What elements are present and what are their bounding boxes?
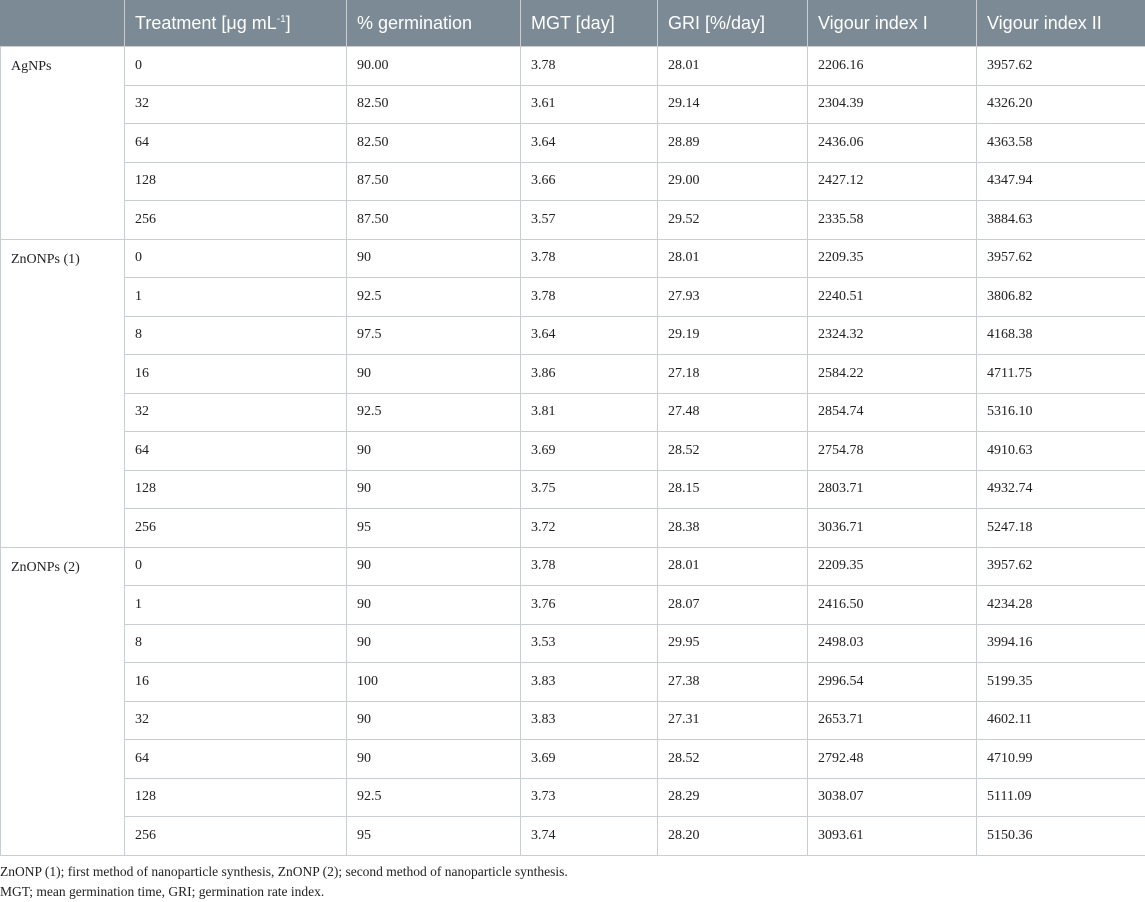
cell-treatment: 16 [125, 355, 347, 394]
cell-vigour-index-1: 2996.54 [808, 663, 977, 702]
header-vigour-index-2: Vigour index II [977, 0, 1145, 47]
cell-germination: 92.5 [347, 278, 521, 317]
header-row [1, 0, 1145, 47]
cell-germination: 87.50 [347, 162, 521, 201]
cell-germination: 90 [347, 624, 521, 663]
cell-vigour-index-2: 4932.74 [977, 470, 1145, 509]
cell-treatment: 0 [125, 547, 347, 586]
cell-vigour-index-1: 3093.61 [808, 817, 977, 856]
cell-treatment: 64 [125, 740, 347, 779]
cell-mgt: 3.83 [521, 701, 658, 740]
table-body [1, 47, 1145, 856]
cell-vigour-index-2: 4347.94 [977, 162, 1145, 201]
cell-mgt: 3.61 [521, 85, 658, 124]
cell-vigour-index-2: 4326.20 [977, 85, 1145, 124]
cell-vigour-index-2: 3884.63 [977, 201, 1145, 240]
cell-gri: 28.38 [658, 509, 808, 548]
cell-gri: 29.00 [658, 162, 808, 201]
cell-vigour-index-1: 2854.74 [808, 393, 977, 432]
table-row [1, 393, 1145, 432]
cell-treatment: 64 [125, 432, 347, 471]
cell-gri: 27.93 [658, 278, 808, 317]
cell-treatment: 32 [125, 393, 347, 432]
cell-mgt: 3.78 [521, 47, 658, 86]
header-vigour-index-1: Vigour index I [808, 0, 977, 47]
table-row [1, 547, 1145, 586]
cell-vigour-index-1: 2427.12 [808, 162, 977, 201]
table-row [1, 701, 1145, 740]
cell-vigour-index-1: 2792.48 [808, 740, 977, 779]
table-row [1, 355, 1145, 394]
cell-germination: 90 [347, 432, 521, 471]
cell-vigour-index-1: 2754.78 [808, 432, 977, 471]
cell-germination: 90 [347, 355, 521, 394]
table-row [1, 470, 1145, 509]
cell-germination: 90 [347, 470, 521, 509]
table-row [1, 124, 1145, 163]
cell-mgt: 3.78 [521, 239, 658, 278]
cell-gri: 28.01 [658, 547, 808, 586]
cell-germination: 97.5 [347, 316, 521, 355]
cell-treatment: 0 [125, 239, 347, 278]
table-header [1, 0, 1145, 47]
cell-vigour-index-1: 2498.03 [808, 624, 977, 663]
cell-germination: 100 [347, 663, 521, 702]
footnote: ZnONP (1); first method of nanoparticle synthesis, ZnONP (2); second method of nanoparticle synthesis. [0, 864, 568, 879]
cell-vigour-index-1: 3038.07 [808, 778, 977, 817]
table-row [1, 663, 1145, 702]
cell-mgt: 3.57 [521, 201, 658, 240]
cell-germination: 95 [347, 817, 521, 856]
cell-germination: 90 [347, 586, 521, 625]
group-label: ZnONPs (2) [1, 547, 125, 855]
cell-vigour-index-2: 4711.75 [977, 355, 1145, 394]
header-gri: GRI [%/day] [658, 0, 808, 47]
cell-gri: 28.01 [658, 47, 808, 86]
header-treatment: Treatment [μg $mL^{-1}$] [125, 0, 347, 47]
cell-gri: 28.89 [658, 124, 808, 163]
cell-vigour-index-2: 4910.63 [977, 432, 1145, 471]
cell-vigour-index-1: 3036.71 [808, 509, 977, 548]
cell-treatment: 128 [125, 778, 347, 817]
group-label: AgNPs [1, 47, 125, 240]
cell-mgt: 3.78 [521, 547, 658, 586]
table-row [1, 85, 1145, 124]
header-group [1, 0, 125, 47]
cell-gri: 27.31 [658, 701, 808, 740]
cell-germination: 90 [347, 701, 521, 740]
table-row [1, 778, 1145, 817]
cell-mgt: 3.66 [521, 162, 658, 201]
cell-gri: 28.52 [658, 740, 808, 779]
cell-germination: 87.50 [347, 201, 521, 240]
cell-gri: 28.15 [658, 470, 808, 509]
cell-gri: 28.20 [658, 817, 808, 856]
cell-vigour-index-2: 4602.11 [977, 701, 1145, 740]
header-germination: % germination [347, 0, 521, 47]
table-row [1, 201, 1145, 240]
cell-gri: 29.14 [658, 85, 808, 124]
cell-treatment: 128 [125, 470, 347, 509]
cell-treatment: 256 [125, 509, 347, 548]
cell-mgt: 3.78 [521, 278, 658, 317]
cell-gri: 28.52 [658, 432, 808, 471]
cell-vigour-index-1: 2335.58 [808, 201, 977, 240]
cell-vigour-index-2: 3957.62 [977, 547, 1145, 586]
cell-treatment: 8 [125, 316, 347, 355]
cell-treatment: 128 [125, 162, 347, 201]
cell-vigour-index-2: 3994.16 [977, 624, 1145, 663]
cell-treatment: 64 [125, 124, 347, 163]
group-label: ZnONPs (1) [1, 239, 125, 547]
cell-vigour-index-1: 2209.35 [808, 547, 977, 586]
cell-vigour-index-1: 2416.50 [808, 586, 977, 625]
cell-vigour-index-2: 3806.82 [977, 278, 1145, 317]
cell-gri: 29.52 [658, 201, 808, 240]
cell-vigour-index-2: 5199.35 [977, 663, 1145, 702]
cell-germination: 90 [347, 740, 521, 779]
cell-germination: 95 [347, 509, 521, 548]
cell-vigour-index-1: 2653.71 [808, 701, 977, 740]
cell-mgt: 3.81 [521, 393, 658, 432]
cell-mgt: 3.69 [521, 432, 658, 471]
cell-mgt: 3.76 [521, 586, 658, 625]
table-row [1, 47, 1145, 86]
cell-treatment: 256 [125, 817, 347, 856]
table-row [1, 740, 1145, 779]
cell-vigour-index-2: 4234.28 [977, 586, 1145, 625]
cell-mgt: 3.64 [521, 124, 658, 163]
cell-vigour-index-1: 2304.39 [808, 85, 977, 124]
table-row [1, 432, 1145, 471]
cell-treatment: 1 [125, 278, 347, 317]
footnote: MGT; mean germination time, GRI; germination rate index. [0, 884, 325, 899]
cell-vigour-index-1: 2584.22 [808, 355, 977, 394]
cell-mgt: 3.75 [521, 470, 658, 509]
table-row [1, 239, 1145, 278]
cell-treatment: 32 [125, 85, 347, 124]
cell-vigour-index-2: 4710.99 [977, 740, 1145, 779]
cell-germination: 92.5 [347, 778, 521, 817]
cell-vigour-index-2: 4168.38 [977, 316, 1145, 355]
cell-germination: 90.00 [347, 47, 521, 86]
cell-mgt: 3.74 [521, 817, 658, 856]
table-row [1, 162, 1145, 201]
table-row [1, 509, 1145, 548]
cell-germination: 82.50 [347, 124, 521, 163]
cell-vigour-index-2: 3957.62 [977, 47, 1145, 86]
cell-gri: 27.48 [658, 393, 808, 432]
cell-gri: 29.19 [658, 316, 808, 355]
cell-treatment: 0 [125, 47, 347, 86]
table-row [1, 817, 1145, 856]
cell-vigour-index-1: 2240.51 [808, 278, 977, 317]
cell-vigour-index-2: 5247.18 [977, 509, 1145, 548]
cell-vigour-index-2: 5316.10 [977, 393, 1145, 432]
cell-gri: 27.18 [658, 355, 808, 394]
cell-vigour-index-2: 3957.62 [977, 239, 1145, 278]
cell-treatment: 8 [125, 624, 347, 663]
cell-vigour-index-2: 5111.09 [977, 778, 1145, 817]
table-row [1, 586, 1145, 625]
cell-vigour-index-1: 2803.71 [808, 470, 977, 509]
cell-germination: 90 [347, 239, 521, 278]
cell-germination: 92.5 [347, 393, 521, 432]
cell-mgt: 3.64 [521, 316, 658, 355]
header-mgt: MGT [day] [521, 0, 658, 47]
cell-vigour-index-1: 2206.16 [808, 47, 977, 86]
cell-treatment: 256 [125, 201, 347, 240]
cell-treatment: 32 [125, 701, 347, 740]
cell-mgt: 3.73 [521, 778, 658, 817]
cell-vigour-index-2: 4363.58 [977, 124, 1145, 163]
cell-treatment: 16 [125, 663, 347, 702]
cell-vigour-index-2: 5150.36 [977, 817, 1145, 856]
cell-gri: 28.29 [658, 778, 808, 817]
table-row [1, 316, 1145, 355]
cell-treatment: 1 [125, 586, 347, 625]
cell-gri: 29.95 [658, 624, 808, 663]
table-footnotes [0, 862, 568, 902]
cell-vigour-index-1: 2324.32 [808, 316, 977, 355]
table-row [1, 278, 1145, 317]
cell-germination: 90 [347, 547, 521, 586]
table-row [1, 624, 1145, 663]
cell-germination: 82.50 [347, 85, 521, 124]
cell-vigour-index-1: 2436.06 [808, 124, 977, 163]
cell-mgt: 3.53 [521, 624, 658, 663]
cell-mgt: 3.86 [521, 355, 658, 394]
cell-gri: 27.38 [658, 663, 808, 702]
cell-mgt: 3.83 [521, 663, 658, 702]
cell-vigour-index-1: 2209.35 [808, 239, 977, 278]
cell-gri: 28.01 [658, 239, 808, 278]
cell-gri: 28.07 [658, 586, 808, 625]
cell-mgt: 3.69 [521, 740, 658, 779]
cell-mgt: 3.72 [521, 509, 658, 548]
